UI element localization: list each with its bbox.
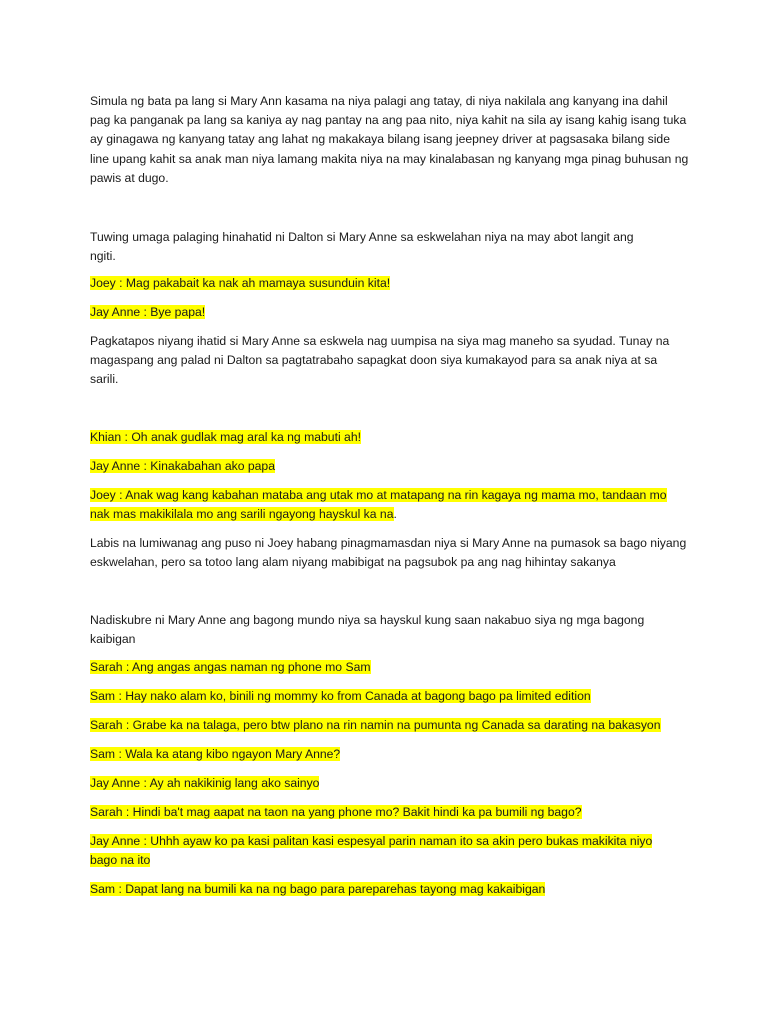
dialogue-line: Jay Anne : Uhhh ayaw ko pa kasi palitan kasi espesyal parin naman ito sa akin pero bukas makikita niyo bago na ito bbox=[90, 834, 653, 867]
narrative-paragraph: Pagkatapos niyang ihatid si Mary Anne sa eskwela nag uumpisa na siya mag maneho sa syudad. Tunay na magaspang ang palad ni Dalton sa pagtatrabaho sapagkat doon siya kumakayod para sa anak niya at sa sarili. bbox=[90, 334, 670, 387]
dialogue-line: Sarah : Grabe ka na talaga, pero btw plano na rin namin na pumunta ng Canada sa darating na bakasyon bbox=[90, 718, 661, 732]
dialogue-line: Joey : Anak wag kang kabahan mataba ang utak mo at matapang na rin kagaya ng mama mo, tandaan mo nak mas makikilala mo ang sarili ngayong hayskul ka na. bbox=[90, 488, 667, 521]
dialogue-line: Sam : Dapat lang na bumili ka na ng bago para pareparehas tayong mag kakaibigan bbox=[90, 882, 546, 896]
dialogue-line: Jay Anne : Ay ah nakikinig lang ako sainyo bbox=[90, 776, 320, 790]
dialogue-line: Sam : Hay nako alam ko, binili ng mommy ko from Canada at bagong bago pa limited edition bbox=[90, 689, 591, 703]
dialogue-line: Sam : Wala ka atang kibo ngayon Mary Anne? bbox=[90, 747, 341, 761]
dialogue-line: Sarah : Hindi ba't mag aapat na taon na yang phone mo? Bakit hindi ka pa bumili ng bago? bbox=[90, 805, 582, 819]
narrative-paragraph: Labis na lumiwanag ang puso ni Joey habang pinagmamasdan niya si Mary Anne na pumasok sa bago niyang eskwelahan, pero sa totoo lang alam niyang mabibigat na pagsubok pa ang nag hihintay sakanya bbox=[90, 536, 687, 570]
dialogue-line: Jay Anne : Bye papa! bbox=[90, 305, 206, 319]
dialogue-line: Khian : Oh anak gudlak mag aral ka ng mabuti ah! bbox=[90, 430, 361, 444]
narrative-paragraph: Tuwing umaga palaging hinahatid ni Dalton si Mary Anne sa eskwelahan niya na may abot langit ang ngiti. bbox=[90, 230, 634, 264]
narrative-paragraph: Simula ng bata pa lang si Mary Ann kasama na niya palagi ang tatay, di niya nakilala ang kanyang ina dahil pag ka panganak pa lang sa kaniya ay nag pantay na ang paa nito, niya kahit na sila ay isang kahig isang tuka ay ginagawa ng kanyang tatay ang lahat ng makakaya bilang isang jeepney driver at pagsasaka bilang side line upang kahit sa anak man niya lamang makita niya na may kinalabasan ng kanyang mga pinag buhusan ng pawis at dugo. bbox=[90, 94, 689, 185]
narrative-paragraph: Nadiskubre ni Mary Anne ang bagong mundo niya sa hayskul kung saan nakabuo siya ng mga bagong kaibigan bbox=[90, 613, 645, 647]
dialogue-line: Sarah : Ang angas angas naman ng phone mo Sam bbox=[90, 660, 371, 674]
dialogue-line: Jay Anne : Kinakabahan ako papa bbox=[90, 459, 275, 473]
dialogue-line: Joey : Mag pakabait ka nak ah mamaya susunduin kita! bbox=[90, 276, 391, 290]
